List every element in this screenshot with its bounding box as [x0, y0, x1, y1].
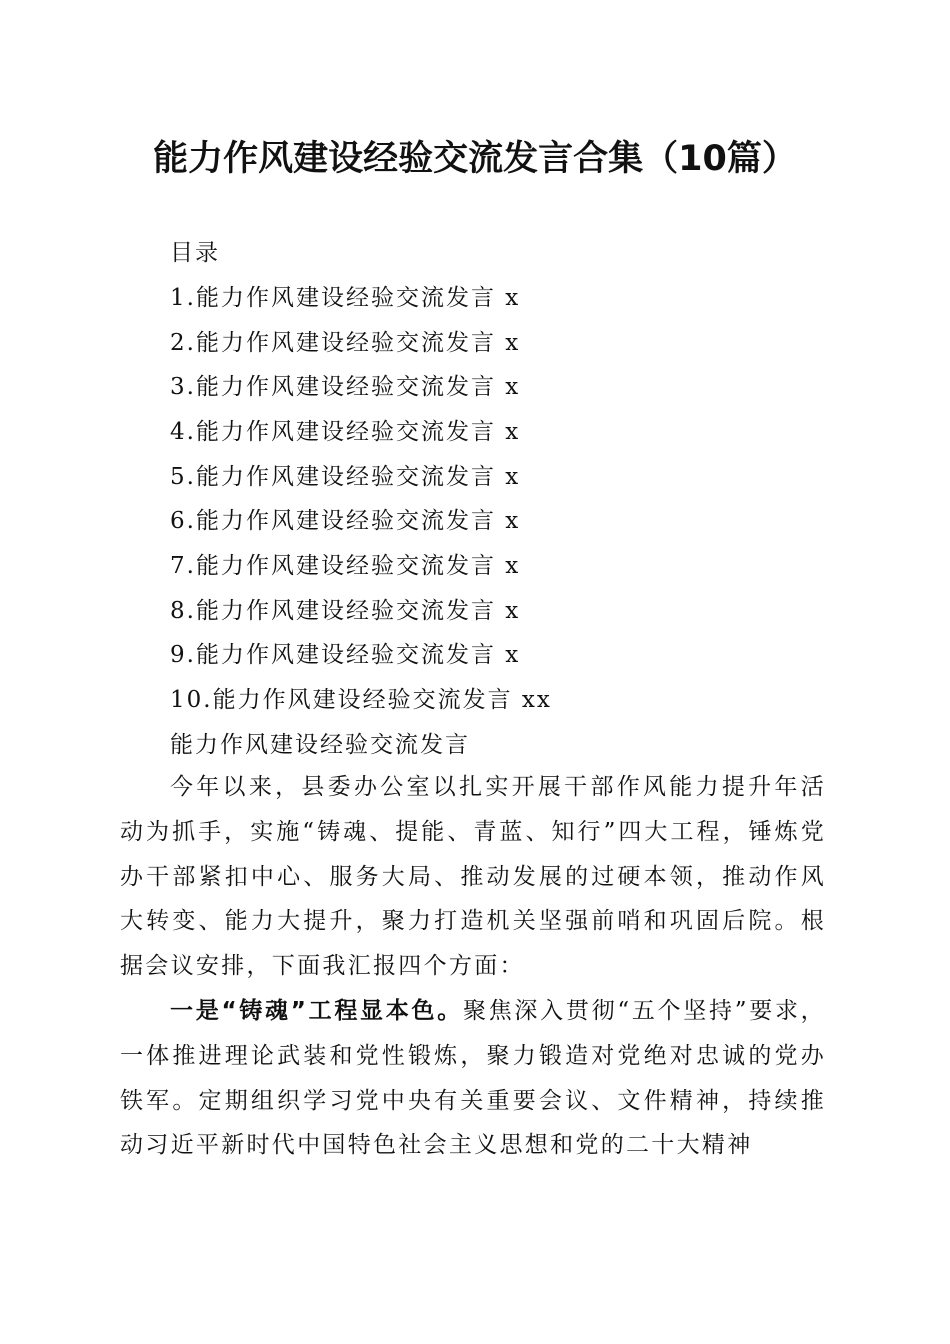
paragraph-lead: 一是“铸魂”工程显本色。	[170, 998, 463, 1024]
body-paragraph: 今年以来，县委办公室以扎实开展干部作风能力提升年活动为抓手，实施“铸魂、提能、青蓝、知行”四大工程，锤炼党办干部紧扣中心、服务大局、推动发展的过硬本领，推动作风大转变、能力大提升，聚力打造机关坚强前哨和巩固后院。根据会议安排，下面我汇报四个方面：	[120, 774, 826, 980]
toc-item: 9.能力作风建设经验交流发言 x	[170, 642, 521, 668]
toc-item: 4.能力作风建设经验交流发言 x	[170, 419, 521, 445]
toc-item: 10.能力作风建设经验交流发言 xx	[170, 687, 552, 713]
toc-item: 5.能力作风建设经验交流发言 x	[170, 464, 521, 490]
toc-item: 2.能力作风建设经验交流发言 x	[170, 330, 521, 356]
toc-item: 1.能力作风建设经验交流发言 x	[170, 285, 521, 311]
toc-item: 3.能力作风建设经验交流发言 x	[170, 374, 521, 400]
section-heading: 能力作风建设经验交流发言	[170, 732, 470, 758]
toc-item: 7.能力作风建设经验交流发言 x	[170, 553, 521, 579]
document-title: 能力作风建设经验交流发言合集（10篇）	[153, 139, 797, 179]
toc-heading: 目录	[170, 240, 220, 266]
body-paragraph	[120, 989, 826, 1168]
toc-item: 8.能力作风建设经验交流发言 x	[170, 598, 521, 624]
toc-item: 6.能力作风建设经验交流发言 x	[170, 508, 521, 534]
paragraph-text: 聚焦深入贯彻“五个坚持”要求，一体推进理论武装和党性锻炼，聚力锻造对党绝对忠诚的党办铁军。定期组织学习党中央有关重要会议、文件精神，持续推动习近平新时代中国特色社会主义思想和党的二十大精神	[120, 998, 826, 1159]
